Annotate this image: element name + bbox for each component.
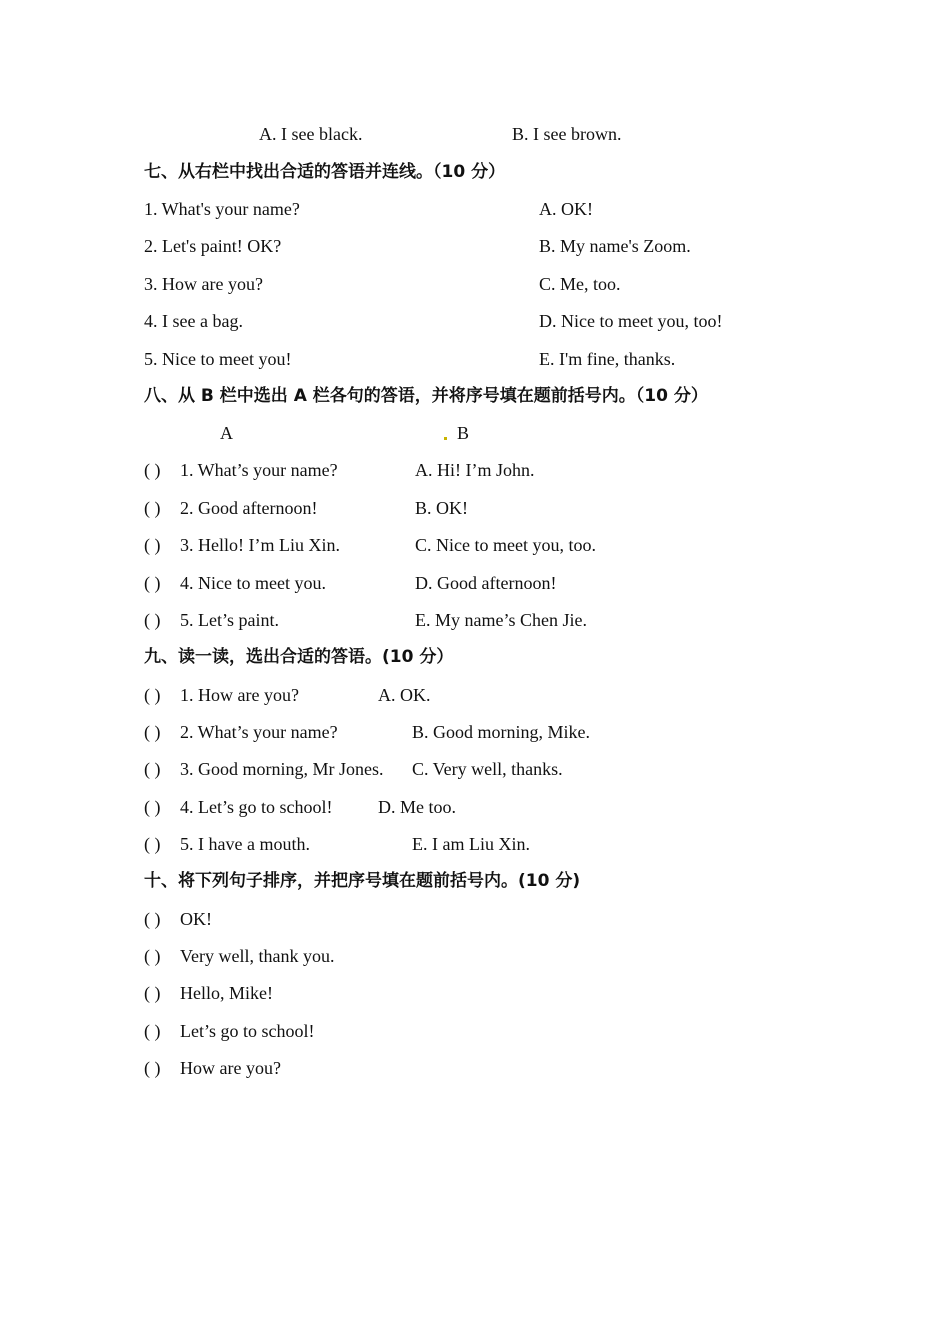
- s7-answer-c: C. Me, too.: [539, 274, 621, 294]
- s9-question-5: 5. I have a mouth.: [180, 834, 310, 854]
- s9-answer-bracket-1[interactable]: ( ): [144, 685, 161, 705]
- s9-answer-e: E. I am Liu Xin.: [412, 834, 530, 854]
- section-7-heading: 七、从右栏中找出合适的答语并连线。（10 分）: [144, 162, 506, 182]
- s10-order-bracket-4[interactable]: ( ): [144, 1021, 161, 1041]
- s8-answer-c: C. Nice to meet you, too.: [415, 535, 596, 555]
- s10-order-bracket-3[interactable]: ( ): [144, 983, 161, 1003]
- s9-question-2: 2. What’s your name?: [180, 722, 338, 742]
- s10-order-bracket-5[interactable]: ( ): [144, 1058, 161, 1078]
- s7-question-5: 5. Nice to meet you!: [144, 349, 292, 369]
- s8-column-a-label: A: [220, 423, 233, 443]
- s8-answer-e: E. My name’s Chen Jie.: [415, 610, 587, 630]
- s8-answer-bracket-2[interactable]: ( ): [144, 498, 161, 518]
- s9-answer-d: D. Me too.: [378, 797, 456, 817]
- s7-answer-b: B. My name's Zoom.: [539, 236, 691, 256]
- s7-question-2: 2. Let's paint! OK?: [144, 236, 282, 256]
- s10-sentence-1: OK!: [180, 909, 212, 929]
- s7-question-1: 1. What's your name?: [144, 199, 300, 219]
- s9-question-3: 3. Good morning, Mr Jones.: [180, 759, 384, 779]
- option-b: B. I see brown.: [512, 124, 622, 144]
- s10-order-bracket-2[interactable]: ( ): [144, 946, 161, 966]
- section-10-heading: 十、将下列句子排序，并把序号填在题前括号内。(10 分): [144, 871, 581, 891]
- option-a: A. I see black.: [259, 124, 363, 144]
- s10-sentence-3: Hello, Mike!: [180, 983, 273, 1003]
- s9-question-4: 4. Let’s go to school!: [180, 797, 333, 817]
- s8-column-b-label: B: [457, 423, 470, 443]
- s8-question-4: 4. Nice to meet you.: [180, 573, 326, 593]
- s7-question-3: 3. How are you?: [144, 274, 263, 294]
- s7-answer-d: D. Nice to meet you, too!: [539, 311, 723, 331]
- s8-question-1: 1. What’s your name?: [180, 460, 338, 480]
- s10-order-bracket-1[interactable]: ( ): [144, 909, 161, 929]
- section-8-heading: 八、从 B 栏中选出 A 栏各句的答语，并将序号填在题前括号内。（10 分）: [144, 386, 708, 406]
- s8-answer-bracket-4[interactable]: ( ): [144, 573, 161, 593]
- s7-answer-a: A. OK!: [539, 199, 593, 219]
- s9-answer-bracket-4[interactable]: ( ): [144, 797, 161, 817]
- s8-question-3: 3. Hello! I’m Liu Xin.: [180, 535, 340, 555]
- s9-answer-bracket-3[interactable]: ( ): [144, 759, 161, 779]
- s9-answer-c: C. Very well, thanks.: [412, 759, 563, 779]
- s10-sentence-5: How are you?: [180, 1058, 281, 1078]
- s9-answer-bracket-2[interactable]: ( ): [144, 722, 161, 742]
- s9-answer-a: A. OK.: [378, 685, 431, 705]
- s7-answer-e: E. I'm fine, thanks.: [539, 349, 676, 369]
- s8-answer-d: D. Good afternoon!: [415, 573, 557, 593]
- s8-answer-a: A. Hi! I’m John.: [415, 460, 535, 480]
- s8-answer-bracket-1[interactable]: ( ): [144, 460, 161, 480]
- section-9-heading: 九、读一读，选出合适的答语。(10 分）: [144, 647, 454, 667]
- s9-question-1: 1. How are you?: [180, 685, 299, 705]
- s10-sentence-2: Very well, thank you.: [180, 946, 335, 966]
- s7-question-4: 4. I see a bag.: [144, 311, 243, 331]
- s8-answer-bracket-3[interactable]: ( ): [144, 535, 161, 555]
- s8-answer-bracket-5[interactable]: ( ): [144, 610, 161, 630]
- s9-answer-bracket-5[interactable]: ( ): [144, 834, 161, 854]
- s8-question-2: 2. Good afternoon!: [180, 498, 318, 518]
- s10-sentence-4: Let’s go to school!: [180, 1021, 315, 1041]
- s8-answer-b: B. OK!: [415, 498, 468, 518]
- s9-answer-b: B. Good morning, Mike.: [412, 722, 590, 742]
- s8-question-5: 5. Let’s paint.: [180, 610, 279, 630]
- speck-mark: [444, 437, 447, 440]
